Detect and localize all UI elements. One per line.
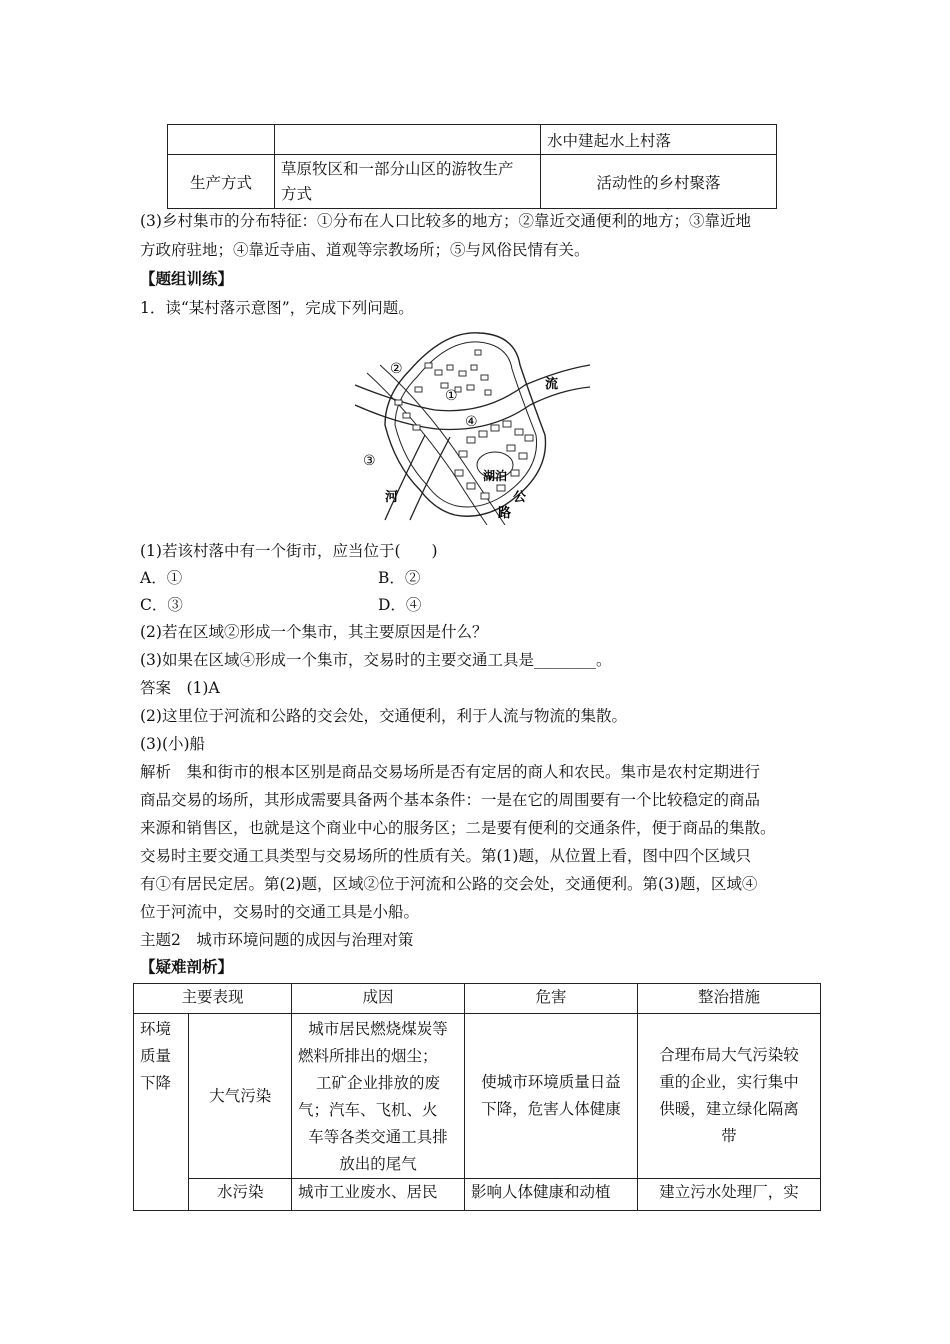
table-cell-measure: 建立污水处理厂，实 bbox=[638, 1179, 821, 1211]
answer-line: (2)这里位于河流和公路的交会处，交通便利，利于人流与物流的集散。 bbox=[140, 707, 627, 725]
table-cell-group bbox=[134, 1014, 189, 1211]
table-cell-air: 大气污染 bbox=[189, 1014, 292, 1179]
question-1-1: (1)若该村落中有一个街市，应当位于( ) bbox=[140, 542, 438, 560]
settlement-table bbox=[167, 124, 777, 209]
question-1-2: (2)若在区域②形成一个集市，其主要原因是什么？ bbox=[140, 623, 488, 641]
table-header: 成因 bbox=[292, 984, 465, 1014]
river-branch bbox=[385, 435, 425, 520]
cell-line: 质量 bbox=[140, 1047, 172, 1065]
analysis-line: 位于河流中，交易时的交通工具是小船。 bbox=[140, 903, 420, 921]
highway bbox=[380, 365, 508, 525]
option-c: C．③ bbox=[140, 596, 183, 614]
analysis-line: 交易时主要交通工具类型与交易场所的性质有关。第(1)题，从位置上看，图中四个区域只 bbox=[140, 847, 751, 865]
question-1-3: (3)如果在区域④形成一个集市，交易时的主要交通工具是________。 bbox=[140, 651, 612, 669]
topic-heading: 主题2 城市环境问题的成因与治理对策 bbox=[140, 931, 414, 949]
table-header: 整治措施 bbox=[638, 984, 821, 1014]
cell-line: 燃料所排出的烟尘； bbox=[298, 1047, 438, 1065]
cell-line: 下降 bbox=[140, 1074, 172, 1092]
table-header: 主要表现 bbox=[134, 984, 292, 1014]
region-3-label: ③ bbox=[363, 453, 376, 469]
section-heading: 【题组训练】 bbox=[140, 269, 234, 288]
village-map bbox=[355, 325, 595, 525]
analysis-line: 有①有居民定居。第(2)题，区域②位于河流和公路的交会处，交通便利。第(3)题，区域④ bbox=[140, 875, 758, 893]
cell-line: 气；汽车、飞机、火 bbox=[298, 1101, 438, 1119]
section-heading: 【疑难剖析】 bbox=[140, 957, 234, 976]
table-cell-measure bbox=[638, 1014, 821, 1179]
table-cell bbox=[275, 155, 541, 209]
table-header: 危害 bbox=[465, 984, 638, 1014]
answer-line: (3)(小)船 bbox=[140, 735, 206, 753]
cell-line: 工矿企业排放的废 bbox=[315, 1074, 440, 1092]
table-cell-cause bbox=[292, 1014, 465, 1179]
answer-line: 答案 (1)A bbox=[140, 679, 220, 697]
cell-line: 使城市环境质量日益 bbox=[481, 1073, 621, 1091]
option-a: A．① bbox=[140, 569, 183, 587]
cell-line: 方式 bbox=[281, 184, 313, 203]
analysis-line: 解析 集和街市的根本区别是商品交易场所是否有定居的商人和农民。集市是农村定期进行 bbox=[140, 763, 761, 781]
cell-line: 草原牧区和一部分山区的游牧生产 bbox=[281, 159, 514, 178]
para-line: (3)乡村集市的分布特征：①分布在人口比较多的地方；②靠近交通便利的地方；③靠近地 bbox=[140, 212, 751, 230]
lu-label: 路 bbox=[498, 506, 512, 521]
option-b: B．② bbox=[378, 569, 421, 587]
table-cell: 活动性的乡村聚落 bbox=[541, 155, 777, 209]
analysis-line: 商品交易的场所，其形成需要具备两个基本条件：一是在它的周围要有一个比较稳定的商品 bbox=[140, 791, 761, 809]
region-2-label: ② bbox=[390, 361, 403, 377]
houses-left bbox=[395, 400, 420, 430]
cell-line: 合理布局大气污染较 bbox=[659, 1046, 799, 1064]
he-label: 河 bbox=[385, 490, 399, 505]
cell-line: 下降，危害人体健康 bbox=[481, 1100, 621, 1118]
para-line: 方政府驻地；④靠近寺庙、道观等宗教场所；⑤与风俗民情有关。 bbox=[140, 241, 590, 259]
cell-line: 重的企业，实行集中 bbox=[659, 1073, 799, 1091]
table-cell-cause: 城市工业废水、居民 bbox=[292, 1179, 465, 1211]
table-cell: 水中建起水上村落 bbox=[541, 125, 777, 155]
table-cell-harm bbox=[465, 1014, 638, 1179]
table-cell-production-mode: 生产方式 bbox=[168, 155, 275, 209]
question-intro: 1．读“某村落示意图”，完成下列问题。 bbox=[140, 299, 414, 317]
table-cell bbox=[275, 125, 541, 155]
table-cell-water: 水污染 bbox=[189, 1179, 292, 1211]
cell-line: 车等各类交通工具排 bbox=[308, 1128, 448, 1146]
analysis-line: 来源和销售区，也就是这个商业中心的服务区；二是要有便利的交通条件，便于商品的集散。 bbox=[140, 819, 776, 837]
table-cell-harm: 影响人体健康和动植 bbox=[465, 1179, 638, 1211]
region-4-label: ④ bbox=[465, 414, 478, 430]
table-cell bbox=[168, 125, 275, 155]
environment-table bbox=[133, 983, 821, 1211]
gong-label: 公 bbox=[513, 490, 527, 505]
option-d: D．④ bbox=[378, 596, 422, 614]
lake-label: 湖泊 bbox=[483, 469, 508, 483]
river-branch bbox=[410, 437, 450, 520]
region-1-label: ① bbox=[445, 388, 458, 404]
cell-line: 环境 bbox=[140, 1020, 172, 1038]
cell-line: 带 bbox=[721, 1127, 737, 1145]
cell-line: 放出的尾气 bbox=[339, 1155, 417, 1173]
cell-line: 城市居民燃烧煤炭等 bbox=[308, 1020, 448, 1038]
cell-line: 供暖，建立绿化隔离 bbox=[659, 1100, 799, 1118]
liu-label: 流 bbox=[545, 377, 559, 392]
